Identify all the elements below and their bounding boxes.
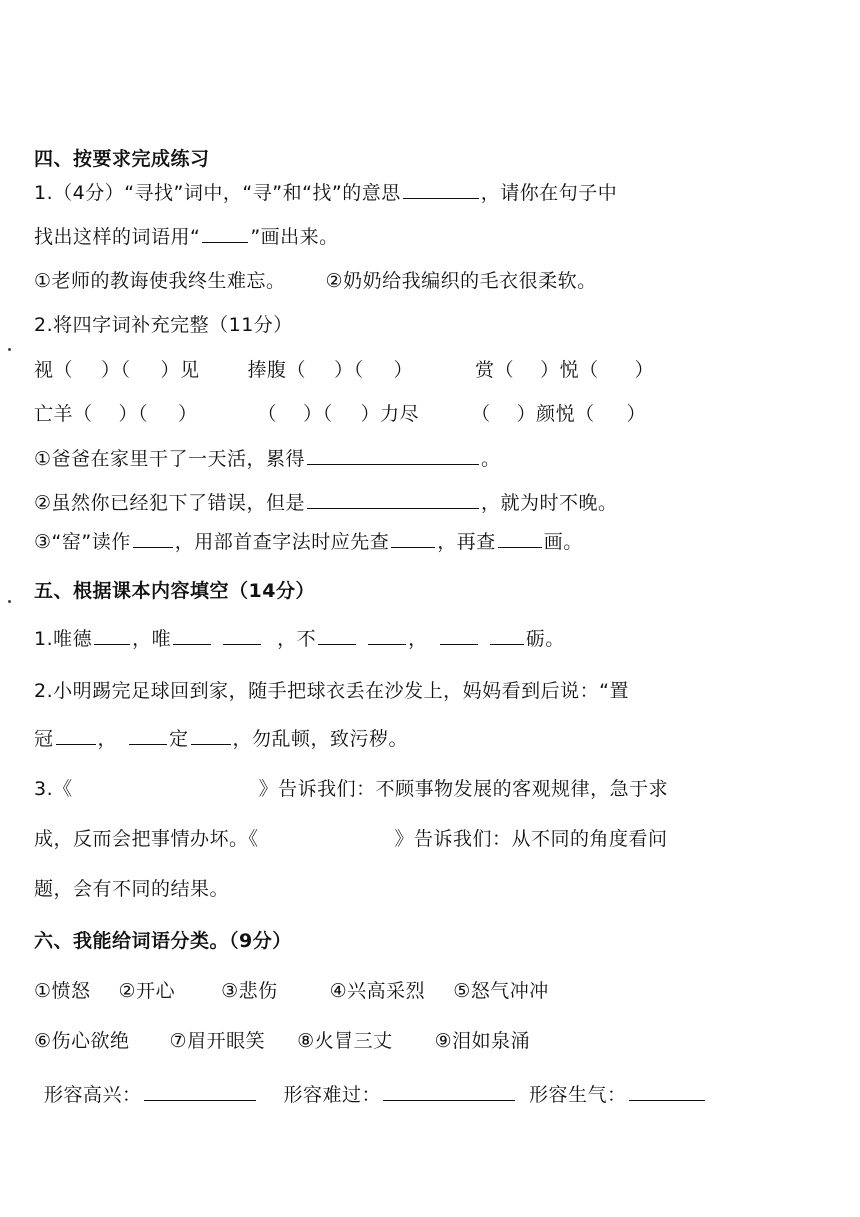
section-6-title: 六、我能给词语分类。（9分） xyxy=(34,930,292,952)
s4-sentence-a xyxy=(34,446,501,472)
s5-q1-blank-6[interactable] xyxy=(440,626,478,645)
category-angry-label: 形容生气： xyxy=(529,1084,627,1106)
s5-q1-blank-4[interactable] xyxy=(318,626,356,645)
s5-q1-text-c: ，不 xyxy=(277,628,317,650)
word-3[interactable]: ③悲伤 xyxy=(221,980,278,1002)
s5-q3-text-a: 3.《 xyxy=(34,778,73,800)
s5-q2-line2 xyxy=(34,726,408,752)
idiom-1[interactable]: 视（ ）（ ）见 xyxy=(34,359,200,381)
s4-sentence-b-text: ②虽然你已经犯下了错误，但是 xyxy=(34,492,306,514)
s4-sentence-c-text-3: ，再查 xyxy=(437,531,496,553)
s5-q2-line1: 2.小明踢完足球回到家，随手把球衣丢在沙发上，妈妈看到后说：“置 xyxy=(34,680,629,702)
s4-q1-underline-sample xyxy=(202,224,248,243)
category-sad-blank[interactable] xyxy=(383,1082,515,1101)
s4-sentence-a-blank[interactable] xyxy=(307,446,479,465)
s4-radical-blank[interactable] xyxy=(391,529,435,548)
s6-word-row-2 xyxy=(34,1028,530,1054)
s4-q1-text-a: 1.（4分）“寻找”词中，“寻”和“找”的意思 xyxy=(34,182,401,204)
s5-q1-text-b: ，唯 xyxy=(132,628,172,650)
s5-q2-text-b: 冠 xyxy=(34,728,54,750)
category-happy-label: 形容高兴： xyxy=(44,1084,142,1106)
s6-word-row-1 xyxy=(34,978,549,1004)
s5-q1-blank-1[interactable] xyxy=(94,626,130,645)
s4-q1-sentence-2[interactable]: ②奶奶给我编织的毛衣很柔软。 xyxy=(325,270,597,292)
s4-sentence-b-end: ，就为时不晚。 xyxy=(481,492,618,514)
s4-sentence-c xyxy=(34,529,583,555)
s4-q1-line2 xyxy=(34,224,339,250)
s4-q2-row1 xyxy=(34,357,654,383)
s5-q1-text-d: ， xyxy=(408,628,428,650)
s5-q2-blank-1[interactable] xyxy=(56,726,96,745)
section-4-title: 四、按要求完成练习 xyxy=(34,148,210,170)
s5-q3-line2 xyxy=(34,826,668,852)
idiom-5[interactable]: （ ）（ ）力尽 xyxy=(257,403,420,425)
idiom-3[interactable]: 赏（ ）悦（ ） xyxy=(475,359,655,381)
s4-sentence-b xyxy=(34,490,618,516)
word-6[interactable]: ⑥伤心欲绝 xyxy=(34,1030,130,1052)
section-5-title: 五、根据课本内容填空（14分） xyxy=(34,580,315,602)
s5-q2-text-e: ，勿乱顿，致污秽。 xyxy=(232,728,409,750)
s4-q1-sentence-1[interactable]: ①老师的教诲使我终生难忘。 xyxy=(34,270,286,292)
s4-sentence-a-end: 。 xyxy=(481,448,501,470)
word-7[interactable]: ⑦眉开眼笑 xyxy=(169,1030,266,1052)
s5-q3-text-d: 》告诉我们：从不同的角度看问 xyxy=(394,828,668,850)
s5-q2-text-c: ， xyxy=(97,728,118,750)
scan-speck xyxy=(8,348,11,351)
word-2[interactable]: ②开心 xyxy=(118,980,176,1002)
s4-sentence-b-blank[interactable] xyxy=(307,490,479,509)
word-4[interactable]: ④兴高采烈 xyxy=(329,980,426,1002)
s4-pinyin-blank[interactable] xyxy=(133,529,173,548)
scan-speck xyxy=(8,600,11,603)
s4-strokes-blank[interactable] xyxy=(498,529,542,548)
s5-q2-text-d: 定 xyxy=(169,728,189,750)
s5-q3-text-c: 成，反而会把事情办坏。《 xyxy=(34,828,259,850)
s5-q2-blank-3[interactable] xyxy=(191,726,231,745)
s4-q1-sentences xyxy=(34,268,597,294)
s5-q1-text-e: 砺。 xyxy=(525,628,565,650)
s4-sentence-c-text-2: ，用部首查字法时应先查 xyxy=(174,531,390,553)
s4-sentence-a-text: ①爸爸在家里干了一天活，累得 xyxy=(34,448,306,470)
s4-q1-text-c: 找出这样的词语用“ xyxy=(34,226,201,248)
s4-q2-row2 xyxy=(34,401,646,427)
s5-q1-blank-7[interactable] xyxy=(490,626,524,645)
s4-q1-text-b: ，请你在句子中 xyxy=(480,182,618,204)
s4-q1-text-d: ”画出来。 xyxy=(250,226,339,248)
s5-q1-blank-5[interactable] xyxy=(368,626,406,645)
word-1[interactable]: ①愤怒 xyxy=(34,980,91,1002)
idiom-6[interactable]: （ ）颜悦（ ） xyxy=(471,403,647,425)
s5-q1-blank-3[interactable] xyxy=(223,626,261,645)
s4-sentence-c-text-1: ③“窑”读作 xyxy=(34,531,131,553)
word-9[interactable]: ⑨泪如泉涌 xyxy=(434,1030,531,1052)
s5-q3-line1 xyxy=(34,776,668,802)
s5-q1-blank-2[interactable] xyxy=(173,626,211,645)
s5-q1-text-a: 1.唯德 xyxy=(34,628,93,650)
category-happy-blank[interactable] xyxy=(144,1082,256,1101)
s4-q1-line1 xyxy=(34,180,617,206)
s4-sentence-c-text-4: 画。 xyxy=(543,531,583,553)
s5-q2-blank-2[interactable] xyxy=(129,726,167,745)
category-angry-blank[interactable] xyxy=(629,1082,705,1101)
word-5[interactable]: ⑤怒气冲冲 xyxy=(453,980,549,1002)
s5-q3-text-b: 》告诉我们：不顾事物发展的客观规律，急于求 xyxy=(258,778,669,800)
idiom-2[interactable]: 捧腹（ ）（ ） xyxy=(247,359,414,381)
s5-q3-line3: 题，会有不同的结果。 xyxy=(34,878,230,900)
s6-categories xyxy=(44,1082,707,1108)
word-8[interactable]: ⑧火冒三丈 xyxy=(297,1030,393,1052)
idiom-4[interactable]: 亡羊（ ）（ ） xyxy=(34,403,198,425)
s4-q2-title: 2.将四字词补充完整（11分） xyxy=(34,314,293,336)
s5-q1 xyxy=(34,626,565,652)
s4-q1-blank-meaning[interactable] xyxy=(403,180,479,199)
category-sad-label: 形容难过： xyxy=(283,1084,382,1106)
